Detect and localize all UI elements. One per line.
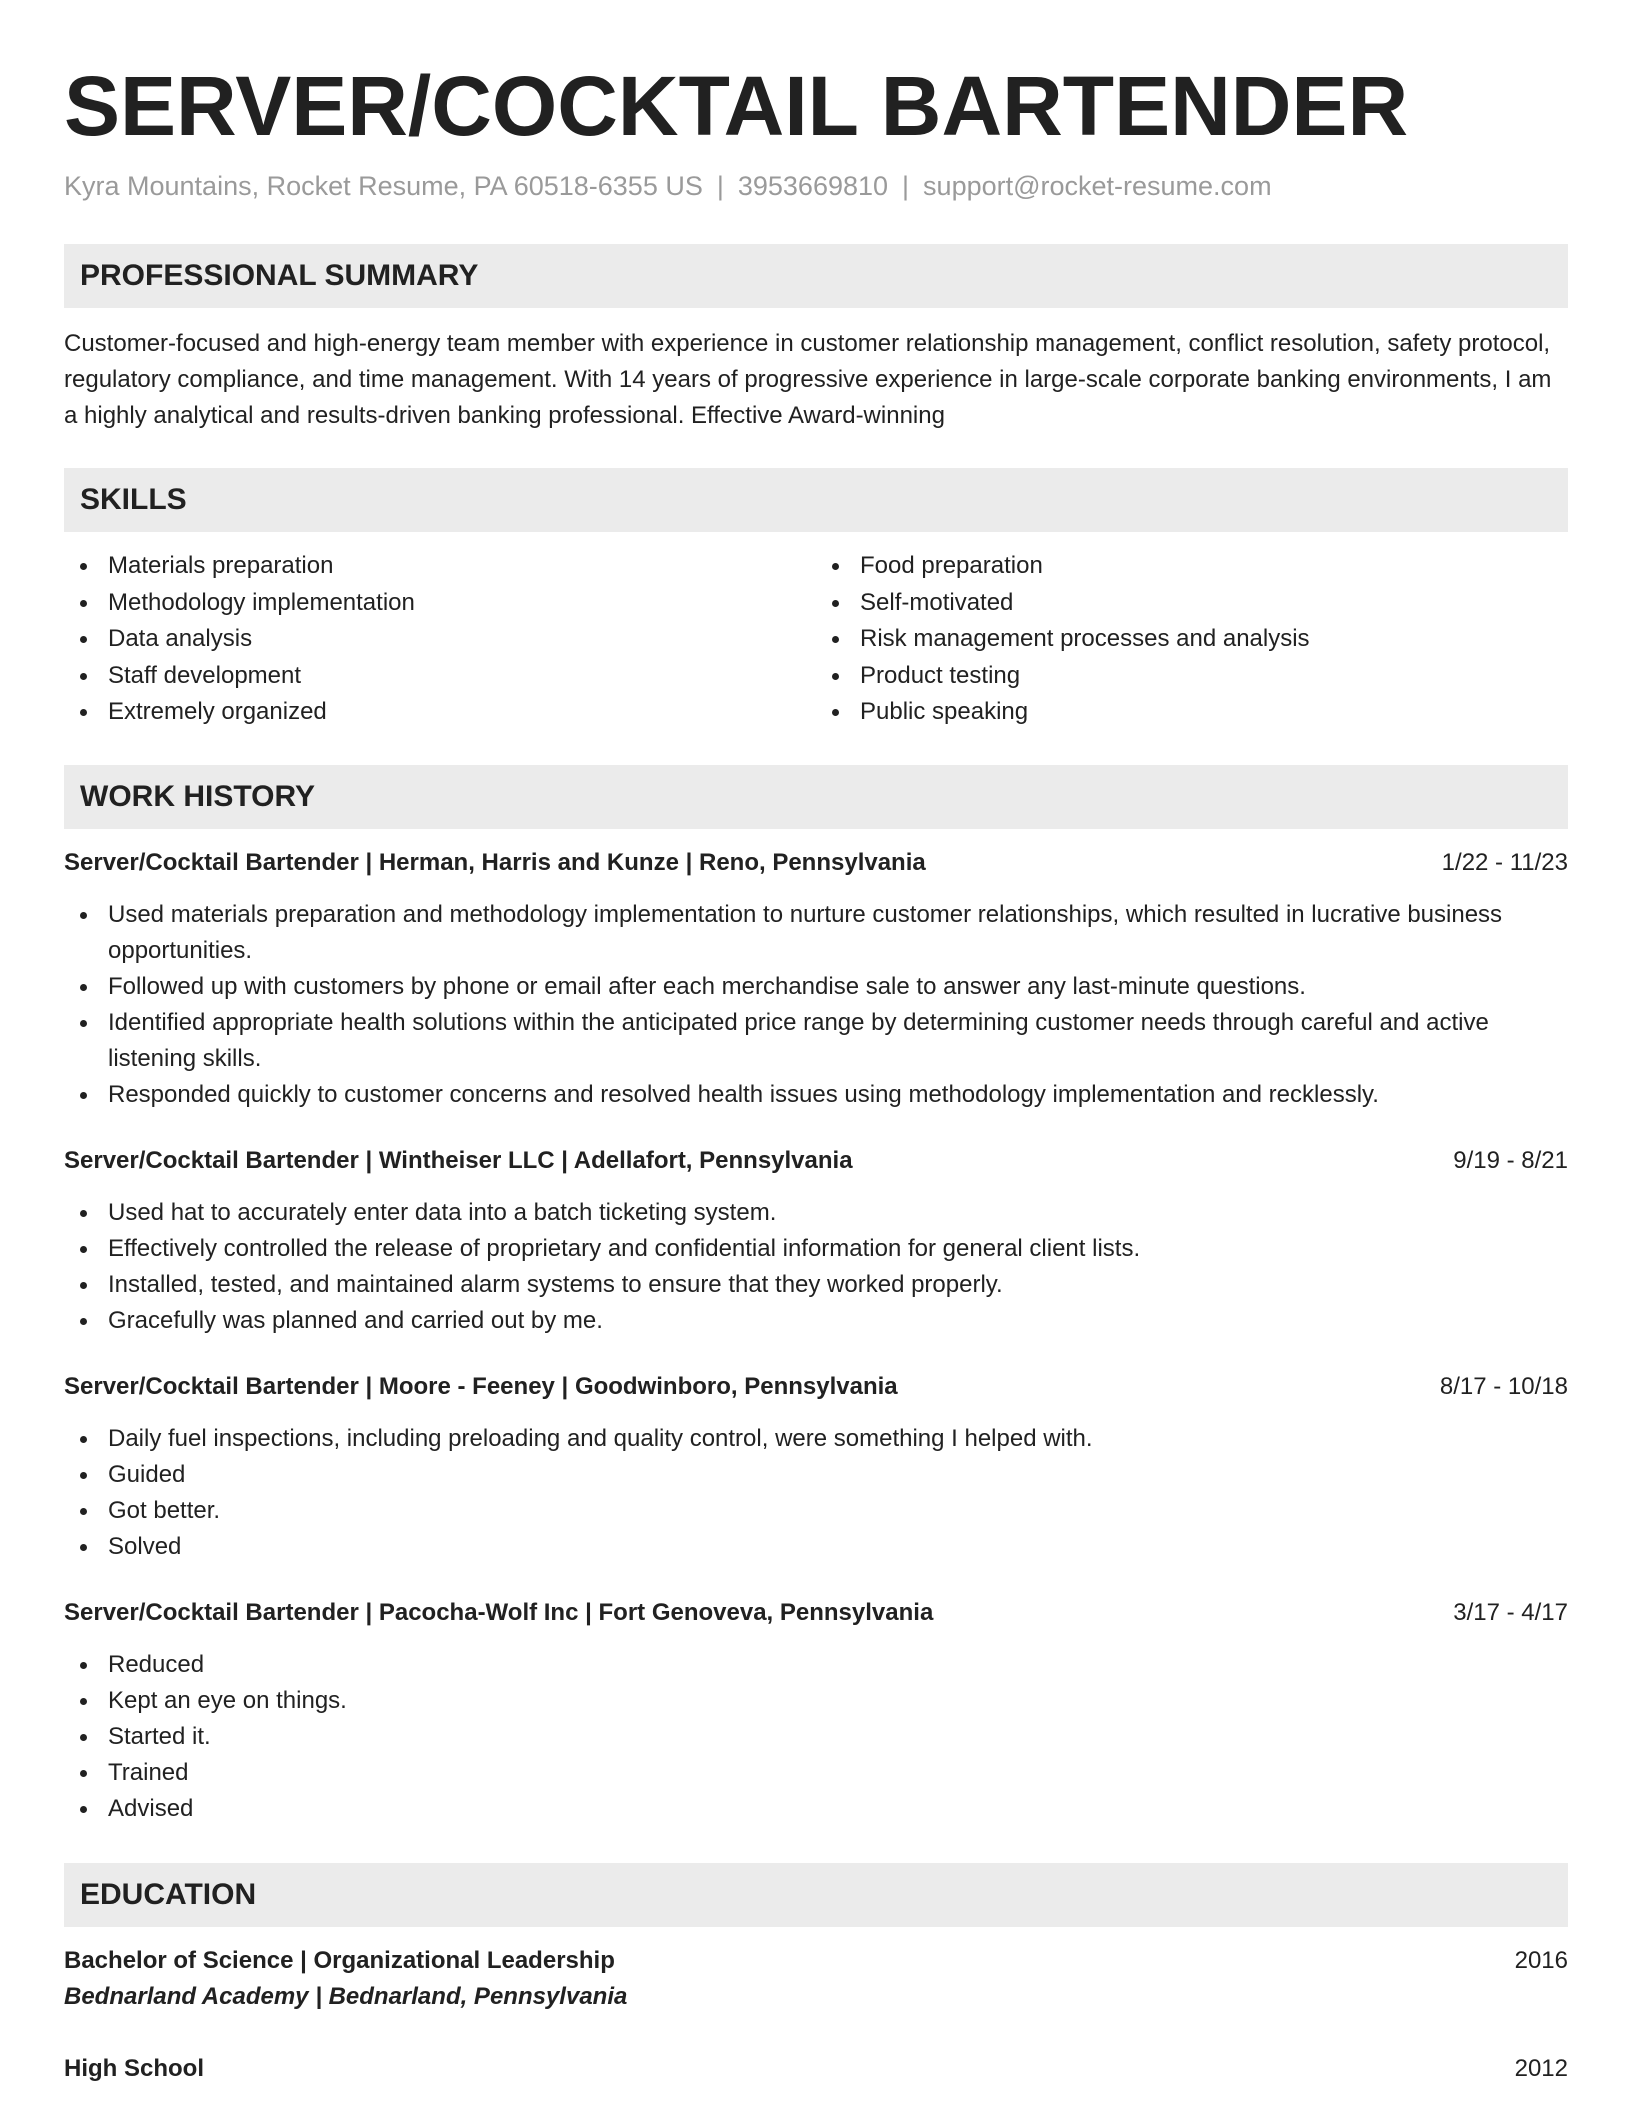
job-bullet: Guided <box>64 1457 1568 1493</box>
skill-item: Risk management processes and analysis <box>816 621 1568 658</box>
resume-name-title: SERVER/COCKTAIL BARTENDER <box>64 59 1409 153</box>
work-history-heading: WORK HISTORY <box>64 765 1568 829</box>
job-bullet-list <box>64 1647 1568 1827</box>
contact-separator: | <box>716 171 724 201</box>
contact-line <box>64 168 1568 204</box>
job-bullet: Trained <box>64 1755 1568 1791</box>
skill-item: Data analysis <box>64 621 816 658</box>
job-bullet: Gracefully was planned and carried out by me. <box>64 1303 1568 1339</box>
education-year: 2012 <box>1514 2054 1568 2082</box>
skills-right-list <box>816 548 1568 731</box>
skills-left-list <box>64 548 816 731</box>
summary-section <box>64 244 1568 434</box>
job-entry <box>64 1143 1568 1339</box>
education-heading: EDUCATION <box>64 1863 1568 1927</box>
job-bullet: Used materials preparation and methodology implementation to nurture customer relationships, which resulted in lucrative business opportunities. <box>64 897 1568 969</box>
education-degree: Bachelor of Science | Organizational Leadership <box>64 1946 615 1974</box>
education-section <box>64 1863 1568 2087</box>
job-bullet: Daily fuel inspections, including preloading and quality control, were something I helped with. <box>64 1421 1568 1457</box>
contact-separator: | <box>902 171 910 201</box>
summary-heading: PROFESSIONAL SUMMARY <box>64 244 1568 308</box>
job-bullet: Identified appropriate health solutions within the anticipated price range by determining customer needs through careful and active listening skills. <box>64 1005 1568 1077</box>
skill-item: Staff development <box>64 658 816 695</box>
job-bullet: Reduced <box>64 1647 1568 1683</box>
skills-columns <box>64 548 1568 731</box>
skills-heading: SKILLS <box>64 468 1568 532</box>
skill-item: Extremely organized <box>64 694 816 731</box>
job-title: Server/Cocktail Bartender | Pacocha-Wolf Inc | Fort Genoveva, Pennsylvania <box>64 1598 934 1626</box>
skill-item: Materials preparation <box>64 548 816 585</box>
job-title: Server/Cocktail Bartender | Wintheiser LLC | Adellafort, Pennsylvania <box>64 1146 853 1174</box>
job-entry <box>64 845 1568 1113</box>
job-bullet: Effectively controlled the release of proprietary and confidential information for general client lists. <box>64 1231 1568 1267</box>
education-year: 2016 <box>1514 1946 1568 1974</box>
job-bullet: Kept an eye on things. <box>64 1683 1568 1719</box>
job-dates: 8/17 - 10/18 <box>1439 1372 1568 1400</box>
job-bullet-list <box>64 1421 1568 1565</box>
job-bullet: Advised <box>64 1791 1568 1827</box>
job-header <box>64 1143 1568 1179</box>
skill-item: Methodology implementation <box>64 585 816 622</box>
contact-email: support@rocket-resume.com <box>923 171 1272 201</box>
education-entry <box>64 1943 1568 2015</box>
contact-address: Kyra Mountains, Rocket Resume, PA 60518-6355 US <box>64 171 703 201</box>
summary-text: Customer-focused and high-energy team member with experience in customer relationship management, conflict resolution, safety protocol, regulatory compliance, and time management. With 14 years of progressive experience in large-scale corporate banking environments, I am a highly analytical and results-driven banking professional. Effective Award-winning <box>64 330 1552 429</box>
job-bullet: Started it. <box>64 1719 1568 1755</box>
skills-section <box>64 468 1568 731</box>
skill-item: Product testing <box>816 658 1568 695</box>
job-bullet-list <box>64 897 1568 1113</box>
education-entry <box>64 2051 1568 2087</box>
job-bullet: Installed, tested, and maintained alarm systems to ensure that they worked properly. <box>64 1267 1568 1303</box>
job-dates: 9/19 - 8/21 <box>1453 1146 1568 1174</box>
skill-item: Self-motivated <box>816 585 1568 622</box>
job-bullet: Followed up with customers by phone or email after each merchandise sale to answer any last-minute questions. <box>64 969 1568 1005</box>
job-title: Server/Cocktail Bartender | Herman, Harris and Kunze | Reno, Pennsylvania <box>64 848 926 876</box>
education-degree: High School <box>64 2054 204 2082</box>
work-history-section <box>64 765 1568 1827</box>
skill-item: Public speaking <box>816 694 1568 731</box>
job-dates: 1/22 - 11/23 <box>1441 848 1568 876</box>
job-header <box>64 845 1568 881</box>
education-header <box>64 2051 1568 2087</box>
job-bullet: Got better. <box>64 1493 1568 1529</box>
job-header <box>64 1369 1568 1405</box>
education-school: Bednarland Academy | Bednarland, Pennsylvania <box>64 1982 628 2010</box>
education-header <box>64 1943 1568 1979</box>
job-bullet-list <box>64 1195 1568 1339</box>
job-entry <box>64 1595 1568 1827</box>
job-title: Server/Cocktail Bartender | Moore - Feeney | Goodwinboro, Pennsylvania <box>64 1372 898 1400</box>
job-bullet: Used hat to accurately enter data into a batch ticketing system. <box>64 1195 1568 1231</box>
skill-item: Food preparation <box>816 548 1568 585</box>
job-bullet: Solved <box>64 1529 1568 1565</box>
job-entry <box>64 1369 1568 1565</box>
job-bullet: Responded quickly to customer concerns and resolved health issues using methodology implementation and recklessly. <box>64 1077 1568 1113</box>
job-dates: 3/17 - 4/17 <box>1453 1598 1568 1626</box>
contact-phone: 3953669810 <box>737 171 889 201</box>
job-header <box>64 1595 1568 1631</box>
